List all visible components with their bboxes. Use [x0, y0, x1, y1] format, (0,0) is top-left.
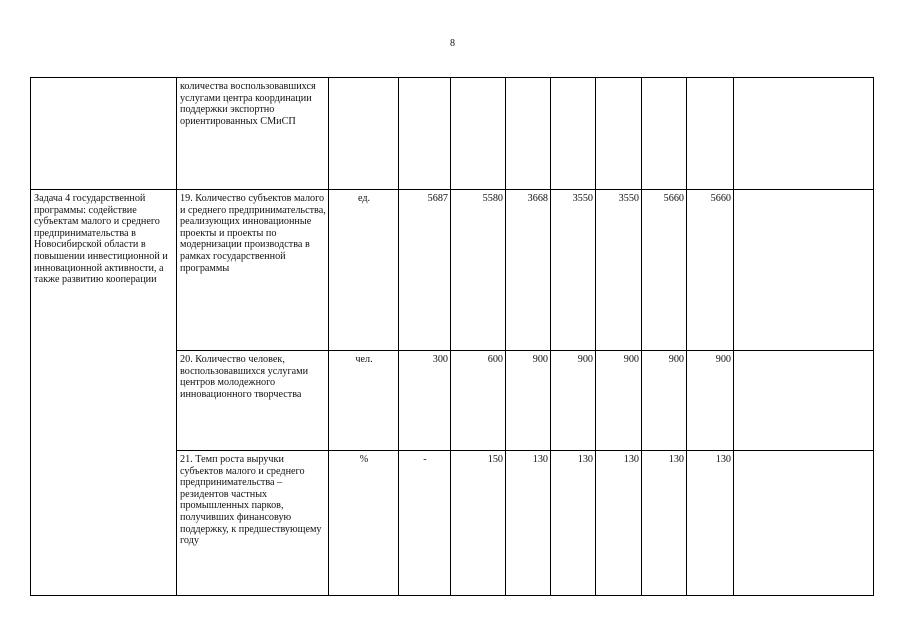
value-cell: 130	[551, 451, 596, 596]
indicator-cell: 20. Количество человек, воспользовавшихся услугами центров молодежного инновационного творчества	[177, 351, 329, 451]
value-cell: 3550	[551, 190, 596, 351]
value-cell: 900	[642, 351, 687, 451]
indicator-cell: 19. Количество субъектов малого и среднего предпринимательства, реализующих инновационные проекты и проекты по модернизации производства в рамках государственной программы	[177, 190, 329, 351]
value-cell	[451, 78, 506, 190]
value-cell: 3668	[506, 190, 551, 351]
value-cell: 600	[451, 351, 506, 451]
page-number: 8	[450, 38, 455, 49]
value-cell: 3550	[596, 190, 642, 351]
note-cell	[734, 351, 874, 451]
indicator-cell: 21. Темп роста выручки субъектов малого и среднего предпринимательства – резидентов частных промышленных парков, получивших финансовую поддержку, к предшествующему году	[177, 451, 329, 596]
value-cell: -	[399, 451, 451, 596]
value-cell: 900	[687, 351, 734, 451]
unit-cell: %	[329, 451, 399, 596]
value-cell	[551, 78, 596, 190]
value-cell: 130	[506, 451, 551, 596]
unit-cell: ед.	[329, 190, 399, 351]
value-cell: 130	[687, 451, 734, 596]
value-cell	[596, 78, 642, 190]
value-cell	[399, 78, 451, 190]
value-cell	[506, 78, 551, 190]
value-cell: 5687	[399, 190, 451, 351]
value-cell: 5660	[642, 190, 687, 351]
indicator-cell: количества воспользовавшихся услугами центра координации поддержки экспортно ориентированных СМиСП	[177, 78, 329, 190]
value-cell: 150	[451, 451, 506, 596]
task-cell: Задача 4 государственной программы: содействие субъектам малого и среднего предпринимательства в Новосибирской области в повышении инвестиционной и инновационной активности, а также развитию кооперации	[31, 190, 177, 596]
value-cell: 900	[506, 351, 551, 451]
note-cell	[734, 451, 874, 596]
table-row	[31, 78, 874, 190]
value-cell: 900	[551, 351, 596, 451]
note-cell	[734, 78, 874, 190]
value-cell: 5580	[451, 190, 506, 351]
indicators-table	[30, 77, 874, 596]
unit-cell	[329, 78, 399, 190]
value-cell: 130	[596, 451, 642, 596]
value-cell	[642, 78, 687, 190]
value-cell: 300	[399, 351, 451, 451]
value-cell	[687, 78, 734, 190]
value-cell: 900	[596, 351, 642, 451]
unit-cell: чел.	[329, 351, 399, 451]
table-row	[31, 190, 874, 351]
task-cell	[31, 78, 177, 190]
note-cell	[734, 190, 874, 351]
value-cell: 5660	[687, 190, 734, 351]
value-cell: 130	[642, 451, 687, 596]
